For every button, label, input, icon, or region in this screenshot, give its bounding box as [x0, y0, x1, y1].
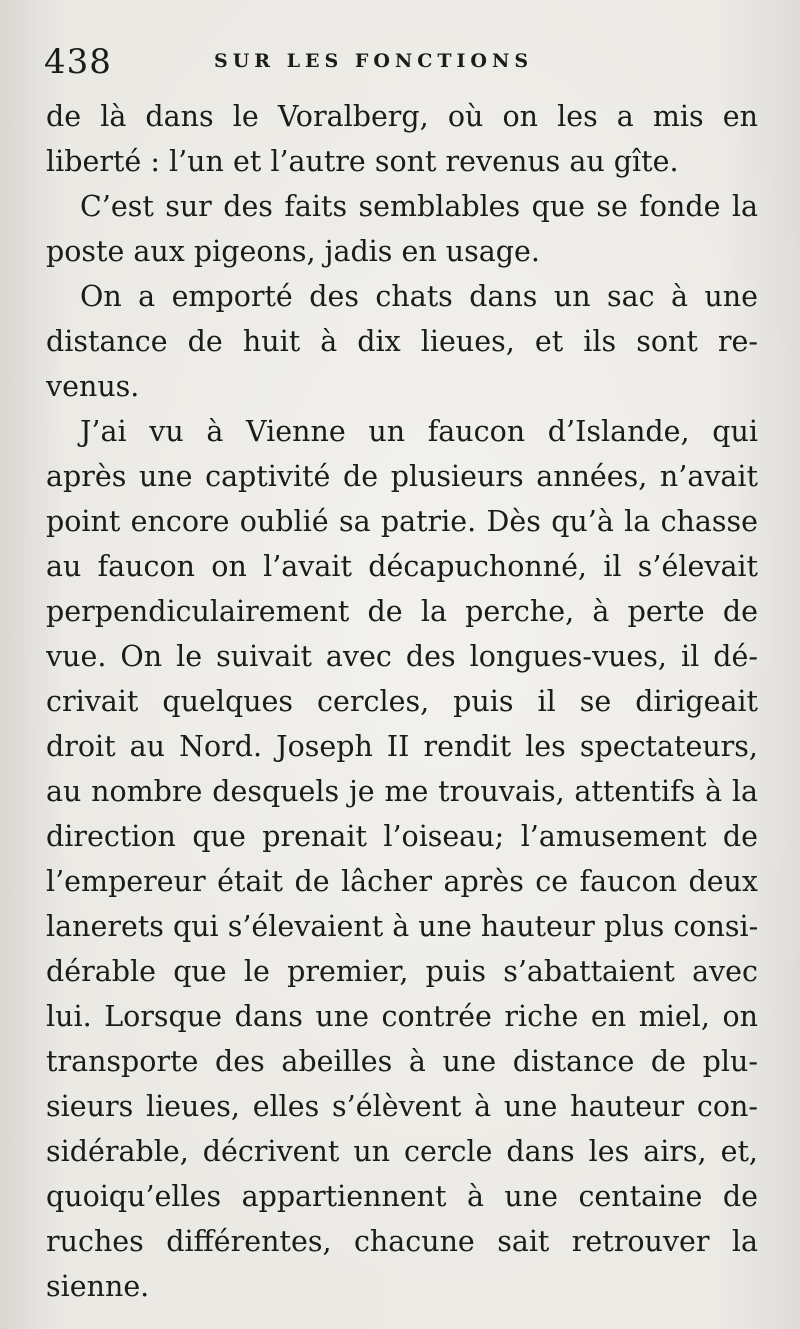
text-line: direction que prenait l’oiseau; l’amusement de — [46, 820, 758, 853]
text-line: perpendiculairement de la perche, à perte de — [46, 595, 758, 628]
text-line: au faucon on l’avait décapuchonné, il s’élevait — [46, 550, 758, 583]
text-line: J’ai vu à Vienne un faucon d’Islande, qui — [80, 415, 758, 448]
text-line: ruches différentes, chacune sait retrouver la — [46, 1225, 758, 1258]
text-line: poste aux pigeons, jadis en usage. — [46, 235, 540, 268]
text-line: sienne. — [46, 1270, 150, 1303]
text-line: droit au Nord. Joseph II rendit les spectateurs, — [46, 730, 758, 763]
page-header — [44, 38, 764, 86]
text-line: sidérable, décrivent un cercle dans les airs, et, — [46, 1135, 758, 1168]
text-line: quoiqu’elles appartiennent à une centaine de — [46, 1180, 758, 1213]
text-line: lanerets qui s’élevaient à une hauteur plus consi- — [46, 910, 758, 943]
text-line: C’est sur des faits semblables que se fonde la — [80, 190, 758, 223]
text-line: venus. — [46, 370, 140, 403]
text-line: point encore oublié sa patrie. Dès qu’à la chasse — [46, 505, 758, 538]
text-line: vue. On le suivait avec des longues-vues, il dé- — [46, 640, 758, 673]
text-line: dérable que le premier, puis s’abattaient avec — [46, 955, 758, 988]
page-number: 438 — [44, 42, 112, 82]
running-head: SUR LES FONCTIONS — [214, 50, 534, 72]
body-text — [46, 94, 758, 1309]
text-line: liberté : l’un et l’autre sont revenus au gîte. — [46, 145, 679, 178]
text-line: crivait quelques cercles, puis il se dirigeait — [46, 685, 758, 718]
text-line: sieurs lieues, elles s’élèvent à une hauteur con- — [46, 1090, 758, 1123]
text-line: On a emporté des chats dans un sac à une — [80, 280, 758, 313]
text-line: après une captivité de plusieurs années, n’avait — [46, 460, 758, 493]
text-line: distance de huit à dix lieues, et ils sont re- — [46, 325, 758, 358]
text-line: transporte des abeilles à une distance de plu- — [46, 1045, 758, 1078]
text-line: au nombre desquels je me trouvais, attentifs à la — [46, 775, 758, 808]
text-line: lui. Lorsque dans une contrée riche en miel, on — [46, 1000, 758, 1033]
text-line: de là dans le Voralberg, où on les a mis en — [46, 100, 758, 133]
text-line: l’empereur était de lâcher après ce faucon deux — [46, 865, 758, 898]
